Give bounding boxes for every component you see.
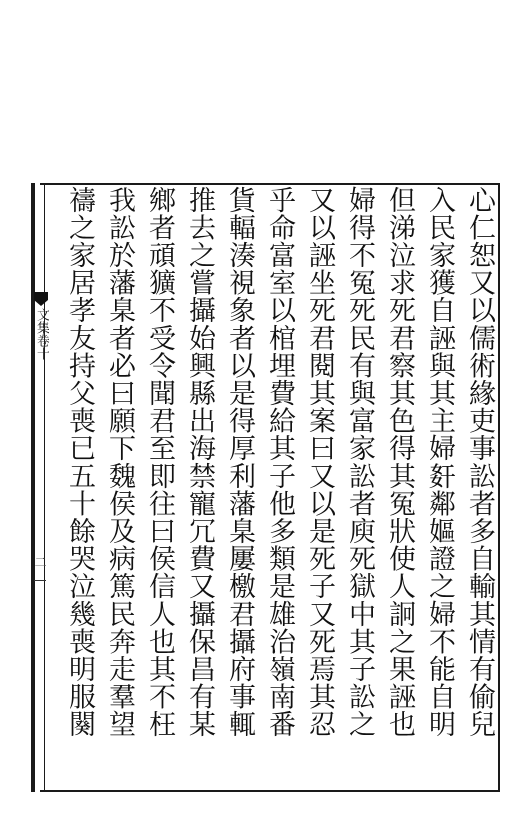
text-column-1: 心仁恕又以儒術緣吏事訟者多自輸其情有偷兒 [464, 186, 495, 738]
frame-top-border [40, 183, 500, 185]
fishtail-mark-icon [34, 292, 48, 306]
text-column-5: 又以誣坐死君閱其案曰又以是死子又死焉其忍 [304, 186, 335, 738]
text-column-2: 入民家獲自誣與其主婦姧鄰嫗證之婦不能自明 [424, 186, 455, 738]
margin-title: 文集卷十 [34, 308, 49, 360]
frame-right-border [498, 183, 500, 792]
text-column-6: 乎命富室以棺埋費給其子他多類是雄治嶺南番 [264, 186, 295, 738]
text-column-3: 但涕泣求死君察其色得其冤狀使人詗之果誣也 [384, 186, 415, 738]
text-column-4: 婦得不冤死民有與富家訟者庾死獄中其子訟之 [344, 186, 375, 738]
frame-bottom-border [40, 790, 500, 792]
center-fold-thick-line [31, 183, 35, 792]
page-number: 二 [33, 556, 47, 568]
text-column-10: 我訟於藩臬者必曰願下魏侯及病篤民奔走羣望 [104, 186, 135, 738]
text-column-9: 鄉者頑獷不受令聞君至即往曰侯信人也其不枉 [144, 186, 175, 738]
text-column-7: 貨輻湊視象者以是得厚利藩臬屢檄君攝府事輒 [224, 186, 255, 738]
text-column-8: 推去之嘗攝始興縣出海禁寵冗費又攝保昌有某 [184, 186, 215, 738]
center-fold-thin-line [44, 183, 45, 792]
page-number-rule [34, 580, 46, 581]
text-column-11: 禱之家居孝友持父喪已五十餘哭泣幾喪明服闋 [64, 186, 95, 738]
